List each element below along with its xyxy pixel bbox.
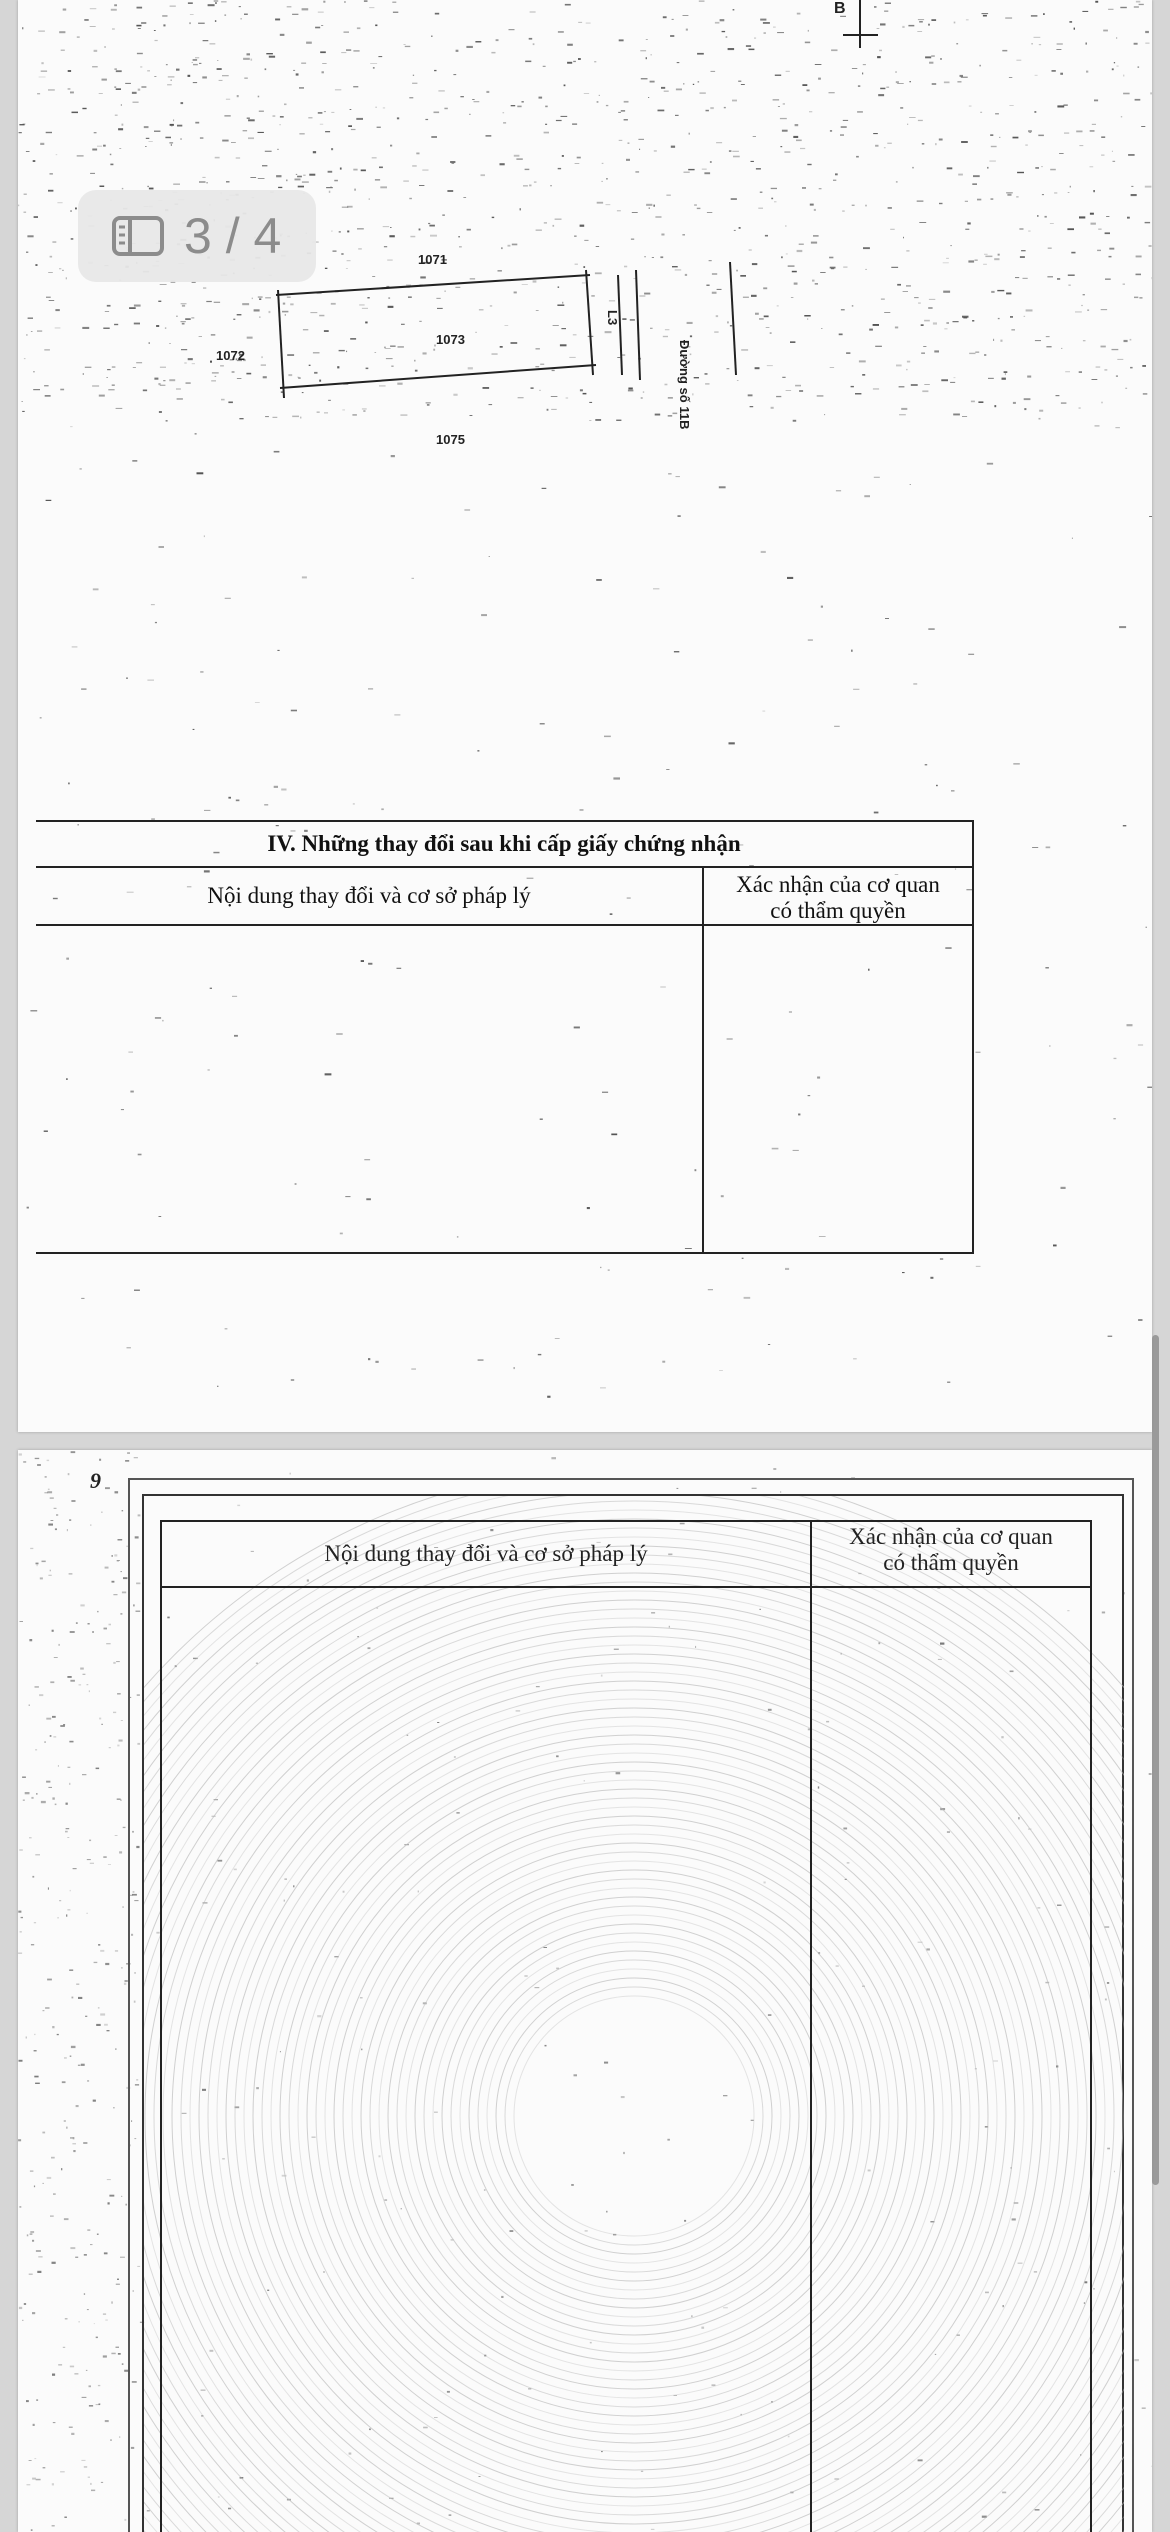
parcel-label: 1072: [216, 348, 245, 363]
column-header-confirm-line2: có thẩm quyền: [883, 1550, 1019, 1575]
document-page-4: [18, 1450, 1152, 2532]
parcel-label: 1073: [436, 332, 465, 347]
page-indicator[interactable]: [78, 190, 316, 282]
changes-table-continued: [160, 1520, 1092, 2532]
page-mark: 9: [90, 1468, 101, 1493]
parcel-label: 1071: [418, 252, 447, 267]
changes-table: [36, 820, 974, 1254]
column-header-confirm-line2: có thẩm quyền: [770, 898, 906, 923]
column-header-confirm-line1: Xác nhận của cơ quan: [849, 1524, 1053, 1549]
column-header-content: Nội dung thay đổi và cơ sở pháp lý: [207, 883, 531, 908]
column-divider: [702, 866, 704, 1252]
column-header-confirm: [812, 1524, 1090, 1586]
road-label: Đường số 11B: [677, 340, 692, 430]
header-divider: [36, 924, 972, 926]
scrollbar[interactable]: [1152, 1335, 1159, 2185]
document-page-3: [18, 0, 1152, 1432]
column-divider: [810, 1522, 812, 2532]
column-header-content: Nội dung thay đổi và cơ sở pháp lý: [324, 1541, 648, 1566]
column-header-confirm-line1: Xác nhận của cơ quan: [736, 872, 940, 897]
section-title: IV. Những thay đổi sau khi cấp giấy chứng nhận: [36, 822, 972, 868]
lot-label: L3: [605, 310, 620, 326]
sidebar-pages-icon: [112, 216, 164, 256]
header-divider: [162, 1586, 1090, 1588]
corner-mark: B: [834, 0, 846, 17]
page-indicator-text: 3 / 4: [184, 208, 282, 264]
column-header-confirm: [704, 872, 972, 926]
parcel-label: 1075: [436, 432, 465, 447]
